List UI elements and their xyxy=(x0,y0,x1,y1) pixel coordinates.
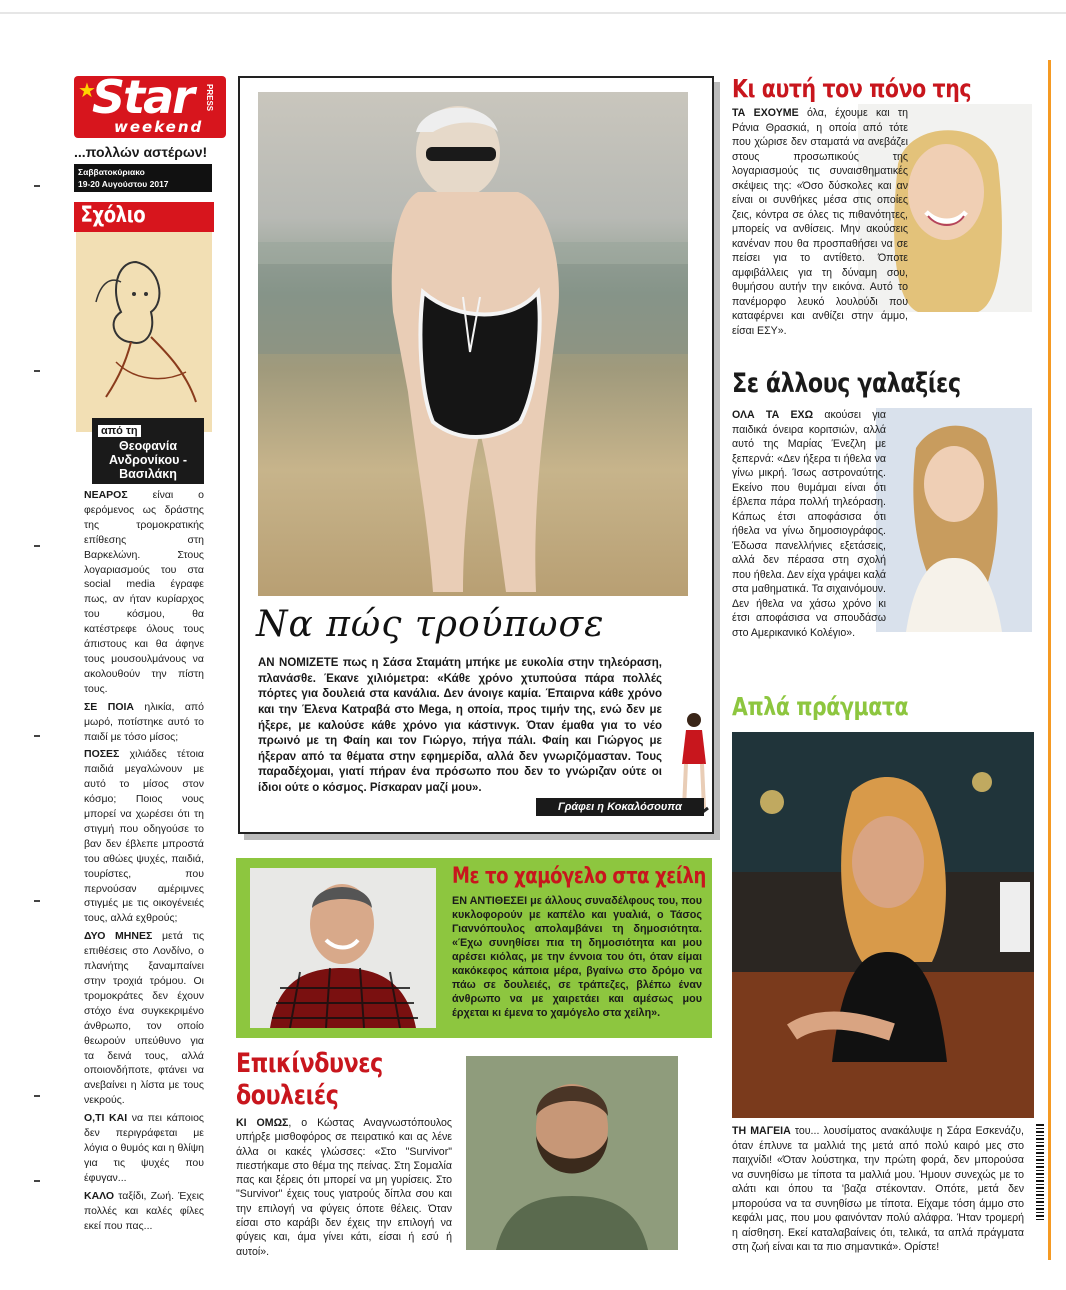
danger-story-headline-2: δουλειές xyxy=(236,1080,339,1111)
pain-story-lead: ΤΑ ΕΧΟΥΜΕ xyxy=(732,107,799,119)
pain-story-body xyxy=(732,106,1038,338)
pain-story-text: όλα, έχουμε και τη Ράνια Θρασκιά, η οποία από τότε που χώρισε δεν σταματά να ανεβάζει στους προσωπικούς της λογαριασμούς τις συναισθηματικές σκέψεις της: «Όσο δύσκολες και αν είναι οι συνθήκες μέσα στις οποίες ζεις, κόντρα σε όλες τις πιθανότητες, μπορείς να ανθίσεις. Μην ακούσεις κανέναν που θα προσπαθήσει να σε πείσει για το αντίθετο. Όποτε αμφιβάλλεις για τη δύναμη σου, θυμήσου αυτήν την εικόνα. Αυτό το πανέμορφο λευκό λουλούδι που καταφέρνει και ανθίζει στην άμμο, είσαι ΕΣΥ». xyxy=(732,107,908,337)
main-story-lead: ΑΝ ΝΟΜΙΖΕΤΕ xyxy=(258,657,339,669)
smile-story-body xyxy=(452,894,702,1020)
danger-story-text: , ο Κώστας Αναγνωστόπουλος υπήρξε μισθοφόρος σε πειρατικό και ας λένε άλλα οι κακές γλώσσες: «Στο "Survivor" πιεστήκαμε στο θέμα της πείνας. Στη Σομαλία πας και ξέρεις ότι μπορεί να μη γυρίσεις. Στο "Survivor" έχεις τους γιατρούς δίπλα σου και την επιλογή να φύγεις όποτε θέλεις. Όταν είσαι στο καράβι δεν έχεις την επιλογή να φύγεις και, άμα γίνει κάτι, είσαι ή εσύ ή αυτοί». xyxy=(236,1117,452,1258)
simple-story-body xyxy=(732,1124,1024,1255)
danger-story-body xyxy=(236,1116,452,1259)
galaxy-story-headline: Σε άλλους γαλαξίες xyxy=(732,368,961,399)
pain-photo-wrap xyxy=(908,106,1038,316)
smile-story-photo xyxy=(250,868,436,1028)
galaxy-story-lead: ΟΛΑ ΤΑ ΕΧΩ xyxy=(732,409,814,421)
comment-paragraph: ΚΑΛΟ ταξίδι, Ζωή. Έχεις πολλές και καλές φίλες εκεί που πας... xyxy=(84,1189,204,1232)
barcode xyxy=(1036,1124,1044,1222)
comment-paragraph: ΠΟΣΕΣ χιλιάδες τέτοια παιδιά μεγαλώνουν με αυτό το μίσος στον κόσμο; Ποιος νους μπορεί να χωρέσει ότι τη στιγμή που οδηγούσε το βαν δεν έβλεπε μπροστά του αθώες ψυχές, παιδιά, τουρίστες, που περνούσαν αμέριμνες στιγμές με τις οικογένειές τους, αλλά εχθρούς; xyxy=(84,748,204,925)
comment-paragraph: ΣΕ ΠΟΙΑ ηλικία, από μωρό, ποτίστηκε αυτό το παιδί με τόσο μίσος; xyxy=(84,700,204,743)
main-story-body xyxy=(258,656,662,797)
danger-story-photo xyxy=(466,1056,678,1250)
smile-story-lead: ΕΝ ΑΝΤΙΘΕΣΕΙ xyxy=(452,895,528,907)
comment-heading xyxy=(74,202,214,232)
comment-paragraph: ΝΕΑΡΟΣ είναι ο φερόμενος ως δράστης της τρομοκρατικής επίθεσης στη Βαρκελώνη. Στους λογαριασμούς του στα social media έγραφε πως, αν ήταν κυρίαρχος του κόσμου, θα κατέστρεφε όλους τους άπιστους και θα άφηνε τους μουσουλμάνους να ακολουθούν την πίστη τους. xyxy=(84,489,204,695)
star-icon: ★ xyxy=(78,80,96,102)
author-sketch xyxy=(76,232,212,432)
author-box xyxy=(92,418,204,484)
galaxy-photo-wrap xyxy=(886,408,1038,630)
smile-story-text: με άλλους συναδέλφους του, που κυκλοφορούν με καπέλο και γυαλιά, ο Τάσος Γιαννόπουλος απολαμβάνει τη δημοσιότητα. «Έχω συνηθίσει πια τη δημοσιότητα και μου αρέσει κιόλας, με την έννοια του ότι, όταν είμαι κακόκεφος κάποια μέρα, βγαίνω στο δρόμο να πάω σε δουλειές, σε τράπεζες, βλέπω έναν άνθρωπο να με χαιρετάει και αμέσως μου έρχεται κι έμενα το χαμόγελο στα χείλη». xyxy=(452,895,702,1020)
simple-story-photo xyxy=(732,732,1034,1118)
main-story-photo xyxy=(258,92,688,596)
author-prefix: από τη xyxy=(98,425,141,437)
masthead-logo xyxy=(74,70,226,138)
logo-press: PRESS xyxy=(205,84,214,112)
simple-story-text: του... λουσίματος ανακάλυψε η Σάρα Εσκενάζυ, όταν έπλυνε τα μαλλιά της μετά από πολύ καιρό μες στο παιχνίδι! «Όταν λούστηκα, την πρώτη φορά, δεν μπορούσα να συνηθίσω με τίποτα τα μαλλιά μου. Ήμουν συνεχώς με το αλάτι και όπου τα 'βαζα στέκονταν. Οπότε, μετά δεν μπορούσα να τα συνηθίσω με τίποτα. Είχαμε τόση άμμο στο κεφάλι μας, που μου φαινόνταν πολύ αλάφρα. Ήταν τρομερή η αίσθηση. Εκεί καταλαβαίνεις ότι, τελικά, τα απλά πράγματα στη ζωή είναι και τα πιο σημαντικά». Ορίστε! xyxy=(732,1125,1024,1253)
pain-story-headline: Κι αυτή τον πόνο της xyxy=(732,74,972,103)
galaxy-story-body xyxy=(732,408,1038,640)
comment-body xyxy=(84,488,204,1233)
smile-story-headline: Με το χαμόγελο στα χείλη xyxy=(452,864,706,889)
simple-story-headline: Απλά πράγματα xyxy=(732,692,909,721)
simple-story-lead: ΤΗ ΜΑΓΕΙΑ xyxy=(732,1125,791,1137)
comment-paragraph: ΔΥΟ ΜΗΝΕΣ μετά τις επιθέσεις στο Λονδίνο, ο πλανήτης ξαναμπαίνει στην τροχιά τρόμου. Οι τρομοκράτες δεν έχουν στόχο ένα συγκεκριμένο άνθρωπο, τον οποίο θεωρούν υπεύθυνο για τα δεινά τους, αλλά οποιονδήποτε, φτάνει να ανεβαίνει η λίστα με τους νεκρούς. xyxy=(84,930,204,1107)
comment-heading-text: Σχόλιο xyxy=(80,203,146,228)
top-rule xyxy=(0,12,1066,14)
date-line-2: 19-20 Αυγούστου 2017 xyxy=(78,179,169,189)
date-box xyxy=(74,164,212,192)
main-story-headline: Να πώς τρούπωσε xyxy=(256,604,605,645)
main-story-byline: Γράφει η Κοκαλόσουπα xyxy=(536,798,704,816)
logo-text: Star xyxy=(92,70,193,124)
date-line-1: Σαββατοκύριακο xyxy=(78,167,145,177)
comment-paragraph: Ο,ΤΙ ΚΑΙ να πει κάποιος δεν περιγράφεται με λόγια ο θυμός και η θλίψη για τις ψυχές που έφυγαν... xyxy=(84,1112,204,1184)
logo-sub: weekend xyxy=(114,118,204,136)
tagline: ...πολλών αστέρων! xyxy=(74,144,208,160)
main-story-text: πως η Σάσα Σταμάτη μπήκε με ευκολία στην τηλεόραση, πλανάσθε. Έκανε χιλιόμετρα: «Κάθε χρόνο χτυπούσα πάρα πολλές πόρτες για δουλειά στα κανάλια. Δεν άνοιγε καμία. Έπαιρνα κάθε χρόνο και την Έλενα Κατραβά στο Mega, η οποία, προς τιμήν της, ενώ δεν με ήξερε, με καλούσε κάθε χρόνο για κάστινγκ. Όταν έμαθα για το νέο πρωινό με τη Φαίη και τον Γιώργο, πήγα πάλι. Φαίη και Γιώργος με ήξεραν από τα θέματα στην εφημερίδα, αλλά δεν γνωριζόμασταν. Τους παραδέχομαι, γιατί πήραν ένα πρόσωπο που δεν το γνώριζαν ούτε οι ίδιοι ούτε ο κόσμος. Ρίσκαραν μαζί μου». xyxy=(258,657,662,794)
page-edge-rule xyxy=(1048,60,1051,1260)
danger-story-lead: ΚΙ ΟΜΩΣ xyxy=(236,1117,289,1129)
author-name: Θεοφανία Ανδρονίκου - Βασιλάκη xyxy=(109,439,187,481)
danger-story-headline-1: Επικίνδυνες xyxy=(236,1048,383,1079)
galaxy-story-text: ακούσει για παιδικά όνειρα κοριτσιών, αλλά αυτό της Μαρίας Ένεζλη με ξεπερνά: «Δεν ήξερα τι ήθελα να γίνω μικρή. Ίσως αστροναύτης. Εκείνο που θυμάμαι είναι ότι έβλεπα πάρα πολλή τηλεόραση. Κάπως έτσι αποφάσισα ότι ήθελα να γίνω δημοσιογράφος. Έδωσα πανελλήνιες εξετάσεις, αλλά δεν πέρασα στη σχολή που ήθελα. Δεν είχα γράψει καλά στα μαθηματικά. Τα σιχαινόμουν. Δεν ήθελα να χάσω χρόνο κι έτσι αποφάσισα να σπουδάσω στο Αμερικανικό Κολέγιο». xyxy=(732,409,886,639)
